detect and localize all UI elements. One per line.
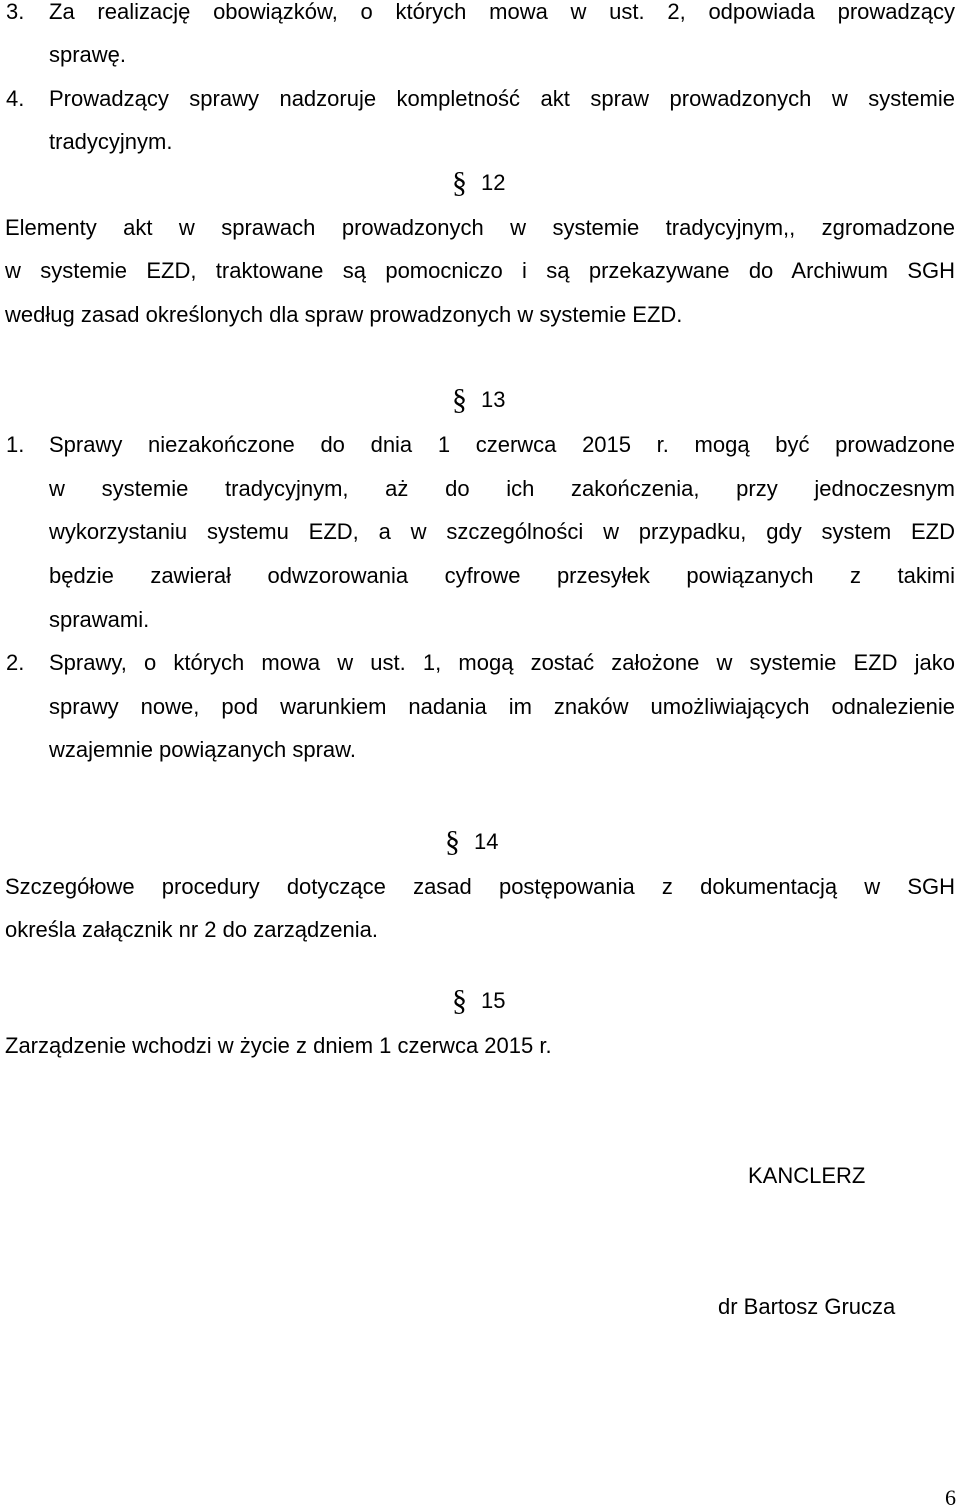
section-13-item-1-line-5: sprawami. bbox=[49, 607, 150, 632]
section-15-heading bbox=[452, 986, 505, 1016]
section-symbol: § bbox=[452, 984, 467, 1017]
section-13-item-2-line-2: sprawy nowe, pod warunkiem nadania im znaków umożliwiających odnalezienie bbox=[49, 694, 955, 719]
section-13-heading bbox=[452, 385, 505, 415]
section-number: 15 bbox=[481, 988, 506, 1013]
section-symbol: § bbox=[452, 383, 467, 416]
section-13-item-1-line-1: Sprawy niezakończone do dnia 1 czerwca 2015 r. mogą być prowadzone bbox=[49, 432, 955, 457]
section-13-item-2-line-1: Sprawy, o których mowa w ust. 1, mogą zostać założone w systemie EZD jako bbox=[49, 650, 955, 675]
section-13-item-2-line-3: wzajemnie powiązanych spraw. bbox=[49, 737, 356, 762]
section-number: 12 bbox=[481, 170, 506, 195]
section-number: 14 bbox=[474, 829, 499, 854]
section-15-line-1: Zarządzenie wchodzi w życie z dniem 1 czerwca 2015 r. bbox=[5, 1033, 552, 1058]
section-14-line-2: określa załącznik nr 2 do zarządzenia. bbox=[5, 917, 378, 942]
section-symbol: § bbox=[452, 166, 467, 199]
paragraph-3-number: 3. bbox=[6, 0, 25, 24]
section-12-line-1: Elementy akt w sprawach prowadzonych w systemie tradycyjnym,, zgromadzone bbox=[5, 215, 955, 240]
section-12-line-2: w systemie EZD, traktowane są pomocniczo i są przekazywane do Archiwum SGH bbox=[5, 258, 955, 283]
section-12-line-3: według zasad określonych dla spraw prowadzonych w systemie EZD. bbox=[5, 302, 683, 327]
section-number: 13 bbox=[481, 387, 506, 412]
section-13-item-1-number: 1. bbox=[6, 432, 25, 457]
section-symbol: § bbox=[445, 825, 460, 858]
page-number: 6 bbox=[945, 1485, 956, 1510]
paragraph-4-number: 4. bbox=[6, 86, 25, 111]
paragraph-3-line-2: sprawę. bbox=[49, 42, 127, 67]
section-13-item-1-line-3: wykorzystaniu systemu EZD, a w szczególności w przypadku, gdy system EZD bbox=[49, 519, 955, 544]
paragraph-3-line-1: Za realizację obowiązków, o których mowa w ust. 2, odpowiada prowadzący bbox=[49, 0, 955, 24]
section-14-line-1: Szczegółowe procedury dotyczące zasad postępowania z dokumentacją w SGH bbox=[5, 874, 955, 899]
section-14-heading bbox=[445, 827, 498, 857]
section-13-item-2-number: 2. bbox=[6, 650, 25, 675]
paragraph-4-line-2: tradycyjnym. bbox=[49, 129, 173, 154]
signature-title: KANCLERZ bbox=[748, 1163, 866, 1188]
paragraph-4-line-1: Prowadzący sprawy nadzoruje kompletność akt spraw prowadzonych w systemie bbox=[49, 86, 955, 111]
section-13-item-1-line-4: będzie zawierał odwzorowania cyfrowe przesyłek powiązanych z takimi bbox=[49, 563, 955, 588]
section-12-heading bbox=[452, 168, 505, 198]
section-13-item-1-line-2: w systemie tradycyjnym, aż do ich zakończenia, przy jednoczesnym bbox=[49, 476, 955, 501]
signature-name: dr Bartosz Grucza bbox=[718, 1294, 896, 1319]
